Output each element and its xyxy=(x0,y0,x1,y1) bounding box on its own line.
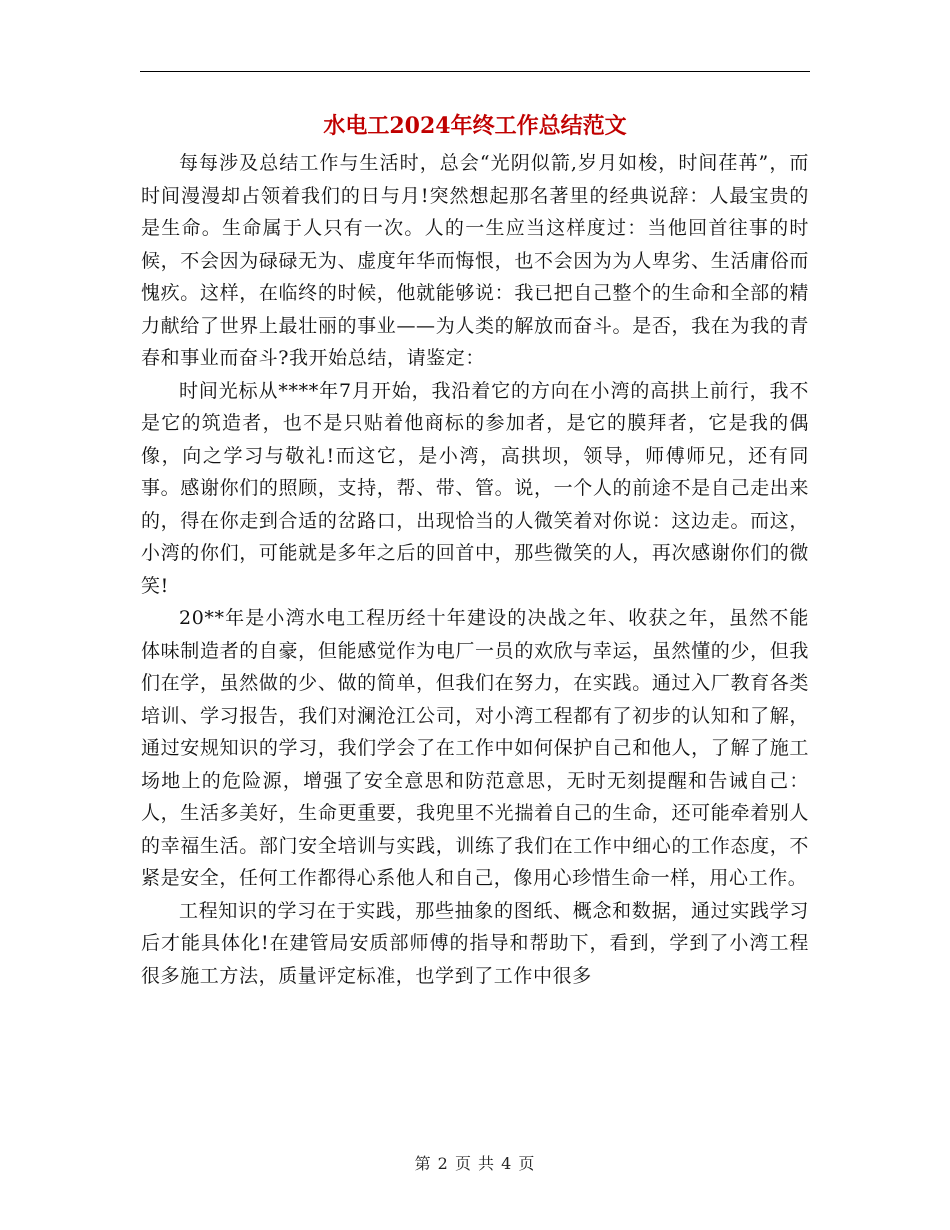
document-title: 水电工2024年终工作总结范文 xyxy=(323,113,627,139)
paragraph: 20**年是小湾水电工程历经十年建设的决战之年、收获之年，虽然不能体味制造者的自豪，但能感觉作为电厂一员的欢欣与幸运，虽然懂的少，但我们在学，虽然做的少、做的简单，但我们在努力，在实践。通过入厂教育各类培训、学习报告，我们对澜沧江公司，对小湾工程都有了初步的认知和了解，通过安规知识的学习，我们学会了在工作中如何保护自己和他人，了解了施工场地上的危险源，增强了安全意思和防范意思，无时无刻提醒和告诫自己：人，生活多美好，生命更重要，我兜里不光揣着自己的生命，还可能牵着别人的幸福生活。部门安全培训与实践，训练了我们在工作中细心的工作态度，不紧是安全，任何工作都得心系他人和自己，像用心珍惜生命一样，用心工作。 xyxy=(141,607,809,889)
document-body xyxy=(141,147,809,992)
paragraph: 工程知识的学习在于实践，那些抽象的图纸、概念和数据，通过实践学习后才能具体化!在建管局安质部师傅的指导和帮助下，看到，学到了小湾工程很多施工方法，质量评定标准，也学到了工作中很多 xyxy=(141,899,809,987)
header-rule xyxy=(140,71,810,72)
paragraph: 每每涉及总结工作与生活时，总会“光阴似箭,岁月如梭，时间荏苒”，而时间漫漫却占领着我们的日与月!突然想起那名著里的经典说辞：人最宝贵的是生命。生命属于人只有一次。人的一生应当这样度过：当他回首往事的时候，不会因为碌碌无为、虚度年华而悔恨，也不会因为为人卑劣、生活庸俗而愧疚。这样，在临终的时候，他就能够说：我已把自己整个的生命和全部的精力献给了世界上最壮丽的事业——为人类的解放而奋斗。是否，我在为我的青春和事业而奋斗?我开始总结，请鉴定： xyxy=(141,152,809,369)
paragraph: 时间光标从****年7月开始，我沿着它的方向在小湾的高拱上前行，我不是它的筑造者，也不是只贴着他商标的参加者，是它的膜拜者，它是我的偶像，向之学习与敬礼!而这它，是小湾，高拱坝，领导，师傅师兄，还有同事。感谢你们的照顾，支持，帮、带、管。说，一个人的前途不是自己走出来的，得在你走到合适的岔路口，出现恰当的人微笑着对你说：这边走。而这，小湾的你们，可能就是多年之后的回首中，那些微笑的人，再次感谢你们的微笑! xyxy=(141,379,809,597)
page-number: 第 2 页 共 4 页 xyxy=(414,1154,536,1173)
